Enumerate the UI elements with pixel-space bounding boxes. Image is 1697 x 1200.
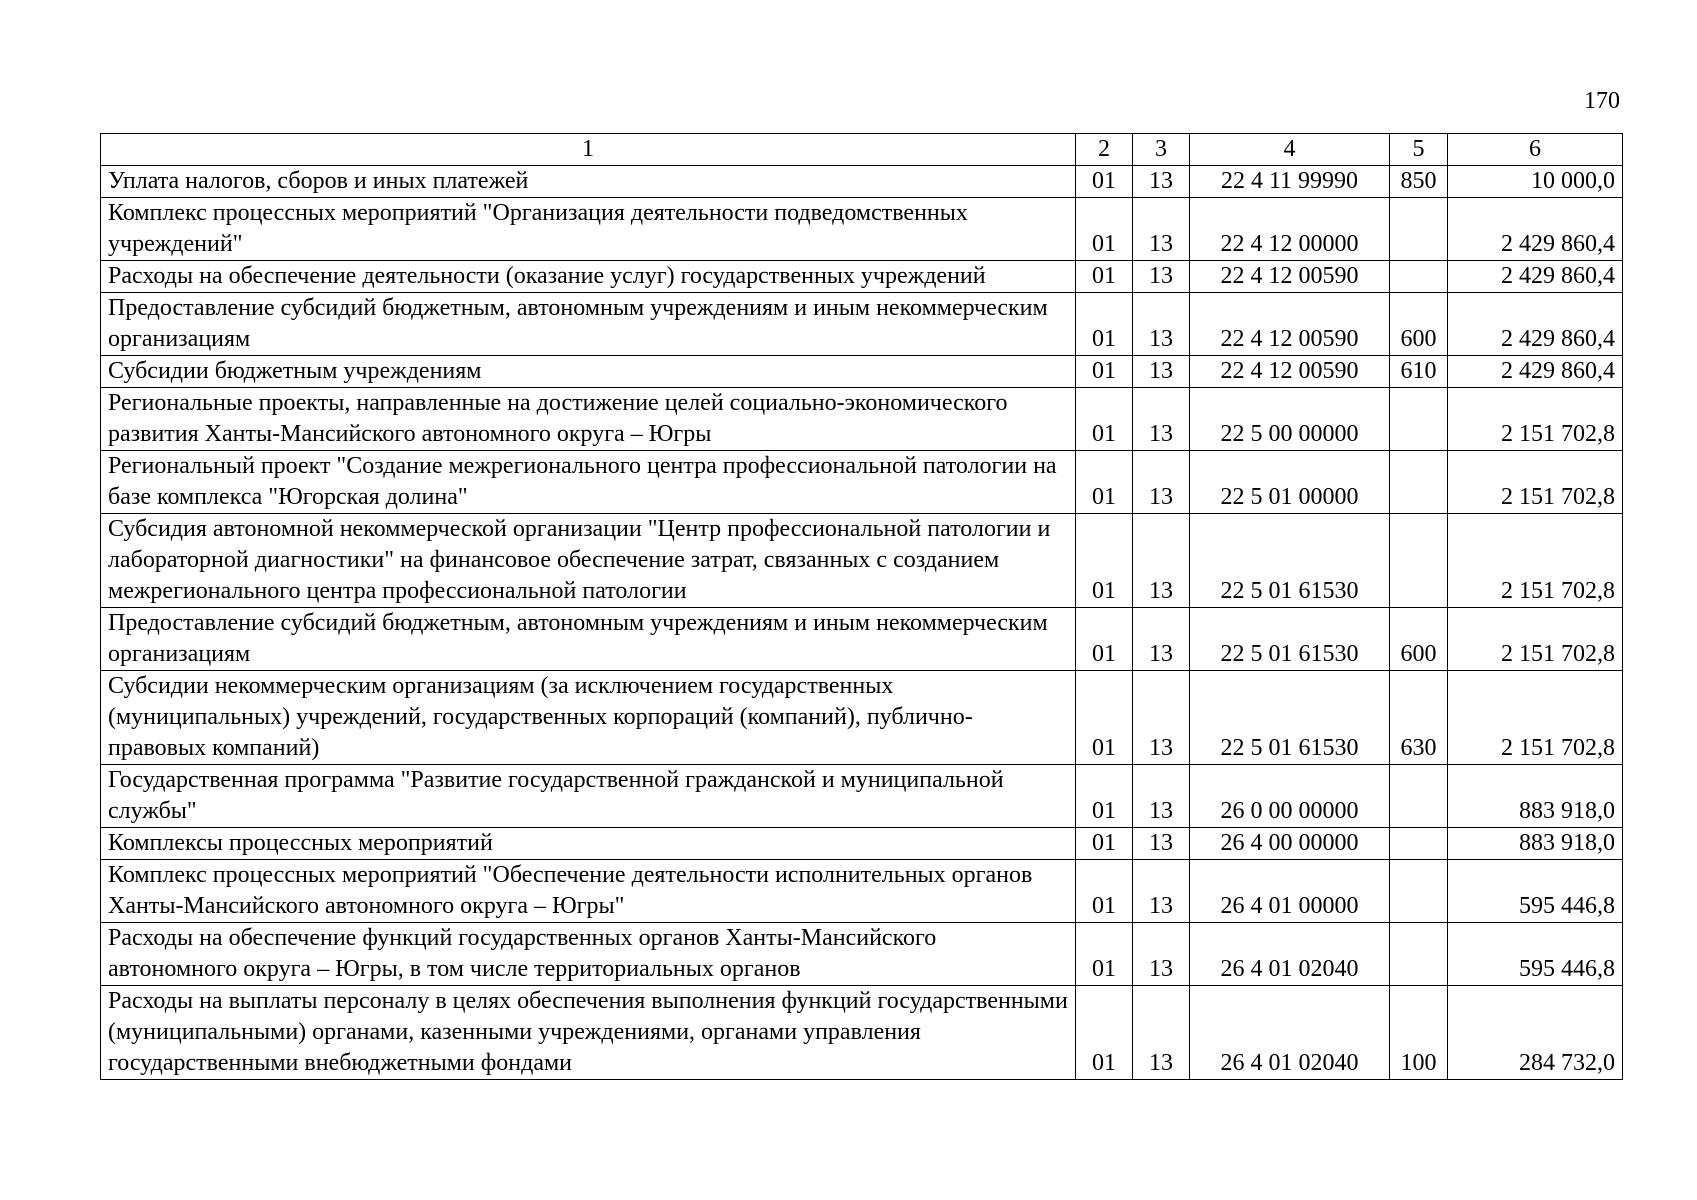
row-expense-type-cell (1390, 765, 1448, 828)
row-name-cell: Комплекс процессных мероприятий "Организация деятельности подведомственных учреждений" (101, 198, 1076, 261)
row-subsection-cell: 13 (1133, 451, 1190, 514)
table-row (101, 671, 1623, 765)
table-row (101, 451, 1623, 514)
row-expense-type-cell: 850 (1390, 166, 1448, 198)
row-sum-cell: 883 918,0 (1448, 765, 1623, 828)
row-expense-type-cell: 100 (1390, 986, 1448, 1080)
row-sum-cell: 2 429 860,4 (1448, 356, 1623, 388)
table-row (101, 166, 1623, 198)
row-expense-type-cell (1390, 261, 1448, 293)
row-target-article-cell: 22 5 01 61530 (1190, 671, 1390, 765)
row-expense-type-cell: 600 (1390, 608, 1448, 671)
header-col-3: 3 (1133, 134, 1190, 166)
row-name-cell: Предоставление субсидий бюджетным, автономным учреждениям и иным некоммерческим организациям (101, 293, 1076, 356)
table-row (101, 765, 1623, 828)
header-col-2: 2 (1076, 134, 1133, 166)
row-expense-type-cell (1390, 828, 1448, 860)
row-section-cell: 01 (1076, 514, 1133, 608)
row-name-cell: Расходы на обеспечение функций государственных органов Ханты-Мансийского автономного округа – Югры, в том числе территориальных органов (101, 923, 1076, 986)
row-subsection-cell: 13 (1133, 828, 1190, 860)
row-subsection-cell: 13 (1133, 986, 1190, 1080)
row-name-cell: Комплекс процессных мероприятий "Обеспечение деятельности исполнительных органов Ханты-Мансийского автономного округа – Югры" (101, 860, 1076, 923)
row-target-article-cell: 26 4 01 02040 (1190, 923, 1390, 986)
row-name-cell: Государственная программа "Развитие государственной гражданской и муниципальной службы" (101, 765, 1076, 828)
row-expense-type-cell (1390, 198, 1448, 261)
row-section-cell: 01 (1076, 388, 1133, 451)
row-section-cell: 01 (1076, 356, 1133, 388)
budget-table (100, 133, 1623, 1080)
row-subsection-cell: 13 (1133, 923, 1190, 986)
row-section-cell: 01 (1076, 293, 1133, 356)
row-sum-cell: 10 000,0 (1448, 166, 1623, 198)
row-name-cell: Комплексы процессных мероприятий (101, 828, 1076, 860)
row-section-cell: 01 (1076, 451, 1133, 514)
row-target-article-cell: 26 4 01 00000 (1190, 860, 1390, 923)
row-subsection-cell: 13 (1133, 166, 1190, 198)
row-sum-cell: 595 446,8 (1448, 860, 1623, 923)
row-section-cell: 01 (1076, 860, 1133, 923)
row-section-cell: 01 (1076, 986, 1133, 1080)
row-expense-type-cell (1390, 860, 1448, 923)
row-section-cell: 01 (1076, 828, 1133, 860)
row-section-cell: 01 (1076, 765, 1133, 828)
row-sum-cell: 2 151 702,8 (1448, 388, 1623, 451)
table-row (101, 828, 1623, 860)
table-row (101, 293, 1623, 356)
row-target-article-cell: 22 4 11 99990 (1190, 166, 1390, 198)
table-row (101, 261, 1623, 293)
row-target-article-cell: 26 4 01 02040 (1190, 986, 1390, 1080)
table-row (101, 388, 1623, 451)
row-name-cell: Расходы на обеспечение деятельности (оказание услуг) государственных учреждений (101, 261, 1076, 293)
row-expense-type-cell (1390, 923, 1448, 986)
row-sum-cell: 2 429 860,4 (1448, 293, 1623, 356)
header-col-4: 4 (1190, 134, 1390, 166)
row-name-cell: Региональный проект "Создание межрегионального центра профессиональной патологии на базе комплекса "Югорская долина" (101, 451, 1076, 514)
table-row (101, 986, 1623, 1080)
header-col-1: 1 (101, 134, 1076, 166)
row-expense-type-cell (1390, 514, 1448, 608)
row-subsection-cell: 13 (1133, 356, 1190, 388)
row-expense-type-cell: 630 (1390, 671, 1448, 765)
row-target-article-cell: 22 4 12 00590 (1190, 293, 1390, 356)
row-subsection-cell: 13 (1133, 261, 1190, 293)
row-expense-type-cell (1390, 388, 1448, 451)
row-section-cell: 01 (1076, 166, 1133, 198)
row-sum-cell: 2 429 860,4 (1448, 261, 1623, 293)
row-subsection-cell: 13 (1133, 514, 1190, 608)
table-row (101, 356, 1623, 388)
table-row (101, 923, 1623, 986)
row-target-article-cell: 22 5 01 61530 (1190, 514, 1390, 608)
row-section-cell: 01 (1076, 608, 1133, 671)
row-sum-cell: 595 446,8 (1448, 923, 1623, 986)
row-name-cell: Предоставление субсидий бюджетным, автономным учреждениям и иным некоммерческим организациям (101, 608, 1076, 671)
row-sum-cell: 2 151 702,8 (1448, 671, 1623, 765)
row-subsection-cell: 13 (1133, 198, 1190, 261)
row-target-article-cell: 22 4 12 00590 (1190, 261, 1390, 293)
row-expense-type-cell: 600 (1390, 293, 1448, 356)
row-target-article-cell: 22 5 01 00000 (1190, 451, 1390, 514)
row-sum-cell: 2 151 702,8 (1448, 514, 1623, 608)
row-sum-cell: 2 151 702,8 (1448, 451, 1623, 514)
header-col-6: 6 (1448, 134, 1623, 166)
table-header-row (101, 134, 1623, 166)
row-section-cell: 01 (1076, 198, 1133, 261)
row-expense-type-cell: 610 (1390, 356, 1448, 388)
row-target-article-cell: 26 4 00 00000 (1190, 828, 1390, 860)
row-section-cell: 01 (1076, 923, 1133, 986)
table-row (101, 608, 1623, 671)
row-section-cell: 01 (1076, 261, 1133, 293)
row-name-cell: Региональные проекты, направленные на достижение целей социально-экономического развития Ханты-Мансийского автономного округа – Югры (101, 388, 1076, 451)
header-col-5: 5 (1390, 134, 1448, 166)
table-row (101, 514, 1623, 608)
row-name-cell: Субсидии некоммерческим организациям (за исключением государственных (муниципальных) учреждений, государственных корпораций (компаний), публично-правовых компаний) (101, 671, 1076, 765)
row-section-cell: 01 (1076, 671, 1133, 765)
table-row (101, 860, 1623, 923)
row-target-article-cell: 26 0 00 00000 (1190, 765, 1390, 828)
table-row (101, 198, 1623, 261)
row-expense-type-cell (1390, 451, 1448, 514)
row-name-cell: Расходы на выплаты персоналу в целях обеспечения выполнения функций государственными (муниципальными) органами, казенными учреждениями, органами управления государственными внебюджетными фондами (101, 986, 1076, 1080)
row-name-cell: Уплата налогов, сборов и иных платежей (101, 166, 1076, 198)
row-subsection-cell: 13 (1133, 860, 1190, 923)
row-subsection-cell: 13 (1133, 608, 1190, 671)
row-subsection-cell: 13 (1133, 765, 1190, 828)
row-sum-cell: 883 918,0 (1448, 828, 1623, 860)
row-sum-cell: 2 429 860,4 (1448, 198, 1623, 261)
row-name-cell: Субсидии бюджетным учреждениям (101, 356, 1076, 388)
row-subsection-cell: 13 (1133, 293, 1190, 356)
row-sum-cell: 284 732,0 (1448, 986, 1623, 1080)
row-target-article-cell: 22 4 12 00000 (1190, 198, 1390, 261)
row-subsection-cell: 13 (1133, 671, 1190, 765)
row-target-article-cell: 22 4 12 00590 (1190, 356, 1390, 388)
page-number: 170 (1584, 88, 1620, 114)
row-name-cell: Субсидия автономной некоммерческой организации "Центр профессиональной патологии и лабораторной диагностики" на финансовое обеспечение затрат, связанных с созданием межрегионального центра профессиональной патологии (101, 514, 1076, 608)
row-sum-cell: 2 151 702,8 (1448, 608, 1623, 671)
row-target-article-cell: 22 5 01 61530 (1190, 608, 1390, 671)
row-subsection-cell: 13 (1133, 388, 1190, 451)
row-target-article-cell: 22 5 00 00000 (1190, 388, 1390, 451)
